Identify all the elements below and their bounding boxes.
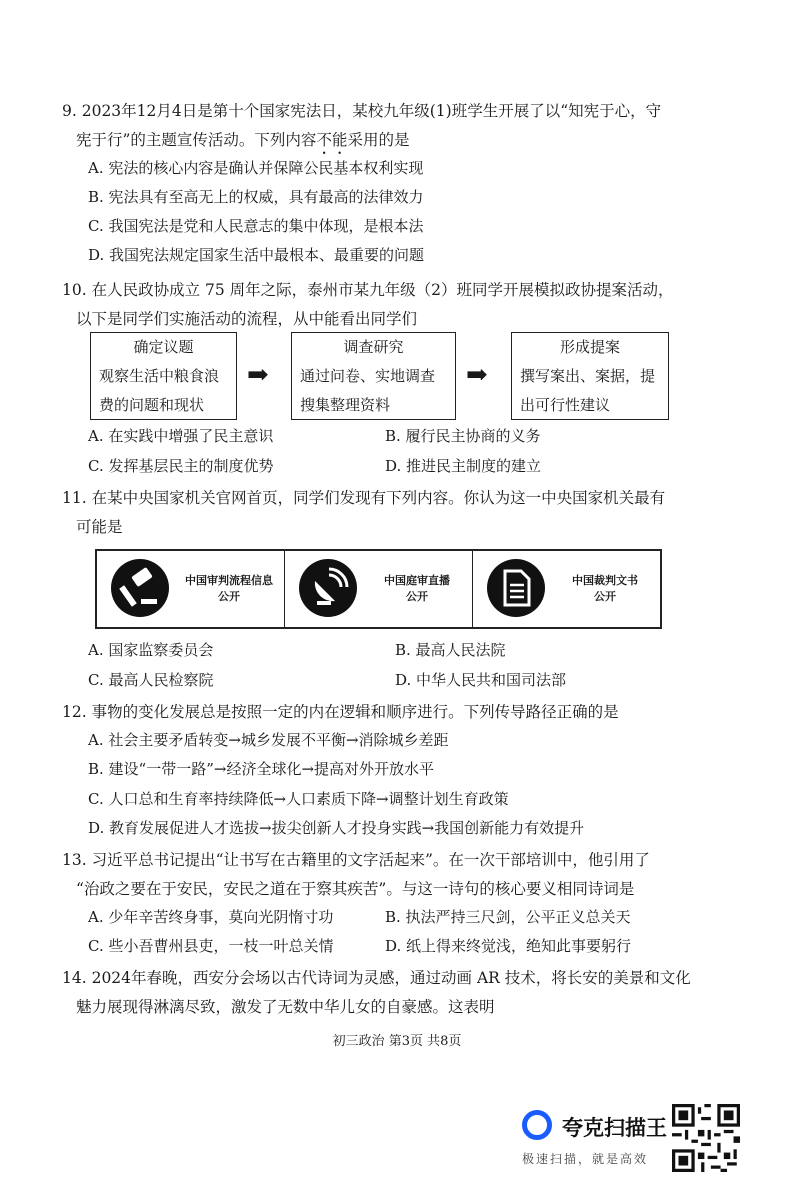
- banner-item-trial-process: 中国审判流程信息 公开: [97, 551, 285, 627]
- question-12: [62, 698, 742, 727]
- q11-option-b[interactable]: B. 最高人民法院: [395, 641, 506, 659]
- q13-option-c[interactable]: C. 些小吾曹州县吏，一枝一叶总关情: [88, 937, 334, 955]
- document-icon: [487, 559, 545, 617]
- q9-option-b[interactable]: B. 宪法具有至高无上的权威，具有最高的法律效力: [88, 188, 424, 206]
- question-14-stem: 14. 2024年春晚，西安分会场以古代诗词为灵感，通过动画 AR 技术，将长安的美景和文化 魅力展现得淋漓尽致，激发了无数中华儿女的自豪感。这表明: [62, 969, 691, 1016]
- question-10: [62, 276, 742, 334]
- page-footer: 初三政治 第3页 共8页: [332, 1034, 462, 1049]
- question-11: [62, 484, 742, 542]
- q13-option-b[interactable]: B. 执法严持三尺剑，公平正义总关天: [385, 908, 631, 926]
- question-12-stem: 12. 事物的变化发展总是按照一定的内在逻辑和顺序进行。下列传导路径正确的是: [62, 703, 619, 721]
- question-13: [62, 846, 742, 904]
- question-10-stem: 10. 在人民政协成立 75 周年之际，泰州市某九年级（2）班同学开展模拟政协提案活动， 以下是同学们实施活动的流程，从中能看出同学们: [62, 281, 674, 328]
- question-13-stem: 13. 习近平总书记提出“让书写在古籍里的文字活起来”。在一次干部培训中，他引用了 “治政之要在于安民，安民之道在于察其疾苦”。与这一诗句的核心要义相同诗词是: [62, 851, 650, 898]
- question-9-stem: 9. 2023年12月4日是第十个国家宪法日，某校九年级(1)班学生开展了以“知宪于心，守 宪于行”的主题宣传活动。下列内容不能采用的是: [62, 102, 662, 149]
- court-openness-banner: [95, 549, 662, 629]
- q10-option-c[interactable]: C. 发挥基层民主的制度优势: [88, 457, 274, 475]
- qr-code-icon: [672, 1104, 740, 1172]
- scanner-name: 夸克扫描王: [562, 1116, 667, 1140]
- scanner-logo-icon: [522, 1110, 552, 1140]
- scanner-slogan: 极速扫描，就是高效: [522, 1152, 649, 1166]
- q11-option-c[interactable]: C. 最高人民检察院: [88, 671, 214, 689]
- question-14: [62, 964, 742, 1022]
- q12-option-d[interactable]: D. 教育发展促进人才选拔→拔尖创新人才投身实践→我国创新能力有效提升: [88, 819, 585, 837]
- q11-option-d[interactable]: D. 中华人民共和国司法部: [395, 671, 567, 689]
- q12-option-a[interactable]: A. 社会主要矛盾转变→城乡发展不平衡→消除城乡差距: [88, 731, 449, 749]
- arrow-right-icon: ➡: [466, 360, 488, 390]
- q13-option-a[interactable]: A. 少年辛苦终身事，莫向光阴惰寸功: [88, 908, 334, 926]
- question-9: [62, 97, 742, 158]
- q13-option-d[interactable]: D. 纸上得来终觉浅，绝知此事要躬行: [385, 937, 632, 955]
- question-11-stem: 11. 在某中央国家机关官网首页，同学们发现有下列内容。你认为这一中央国家机关最有 可能是: [62, 489, 666, 536]
- banner-item-trial-live: 中国庭审直播 公开: [285, 551, 473, 627]
- flow-step-1: 确定议题 观察生活中粮食浪费的问题和现状: [90, 332, 237, 420]
- q11-option-a[interactable]: A. 国家监察委员会: [88, 641, 214, 659]
- q10-option-d[interactable]: D. 推进民主制度的建立: [385, 457, 542, 475]
- q12-option-b[interactable]: B. 建设“一带一路”→经济全球化→提高对外开放水平: [88, 760, 435, 778]
- q12-option-c[interactable]: C. 人口总和生育率持续降低→人口素质下降→调整计划生育政策: [88, 790, 509, 808]
- q10-option-a[interactable]: A. 在实践中增强了民主意识: [88, 427, 274, 445]
- broadcast-dish-icon: [299, 559, 357, 617]
- q9-option-a[interactable]: A. 宪法的核心内容是确认并保障公民基本权利实现: [88, 159, 424, 177]
- flow-step-2: 调查研究 通过问卷、实地调查搜集整理资料: [291, 332, 456, 420]
- q9-option-c[interactable]: C. 我国宪法是党和人民意志的集中体现，是根本法: [88, 217, 424, 235]
- arrow-right-icon: ➡: [247, 360, 269, 390]
- emphasis-text: 不能: [316, 131, 348, 149]
- gavel-icon: [111, 559, 169, 617]
- q10-option-b[interactable]: B. 履行民主协商的义务: [385, 427, 541, 445]
- banner-item-judgment-docs: 中国裁判文书 公开: [473, 551, 660, 627]
- flow-step-3: 形成提案 撰写案出、案据，提出可行性建议: [511, 332, 669, 420]
- q9-option-d[interactable]: D. 我国宪法规定国家生活中最根本、最重要的问题: [88, 246, 425, 264]
